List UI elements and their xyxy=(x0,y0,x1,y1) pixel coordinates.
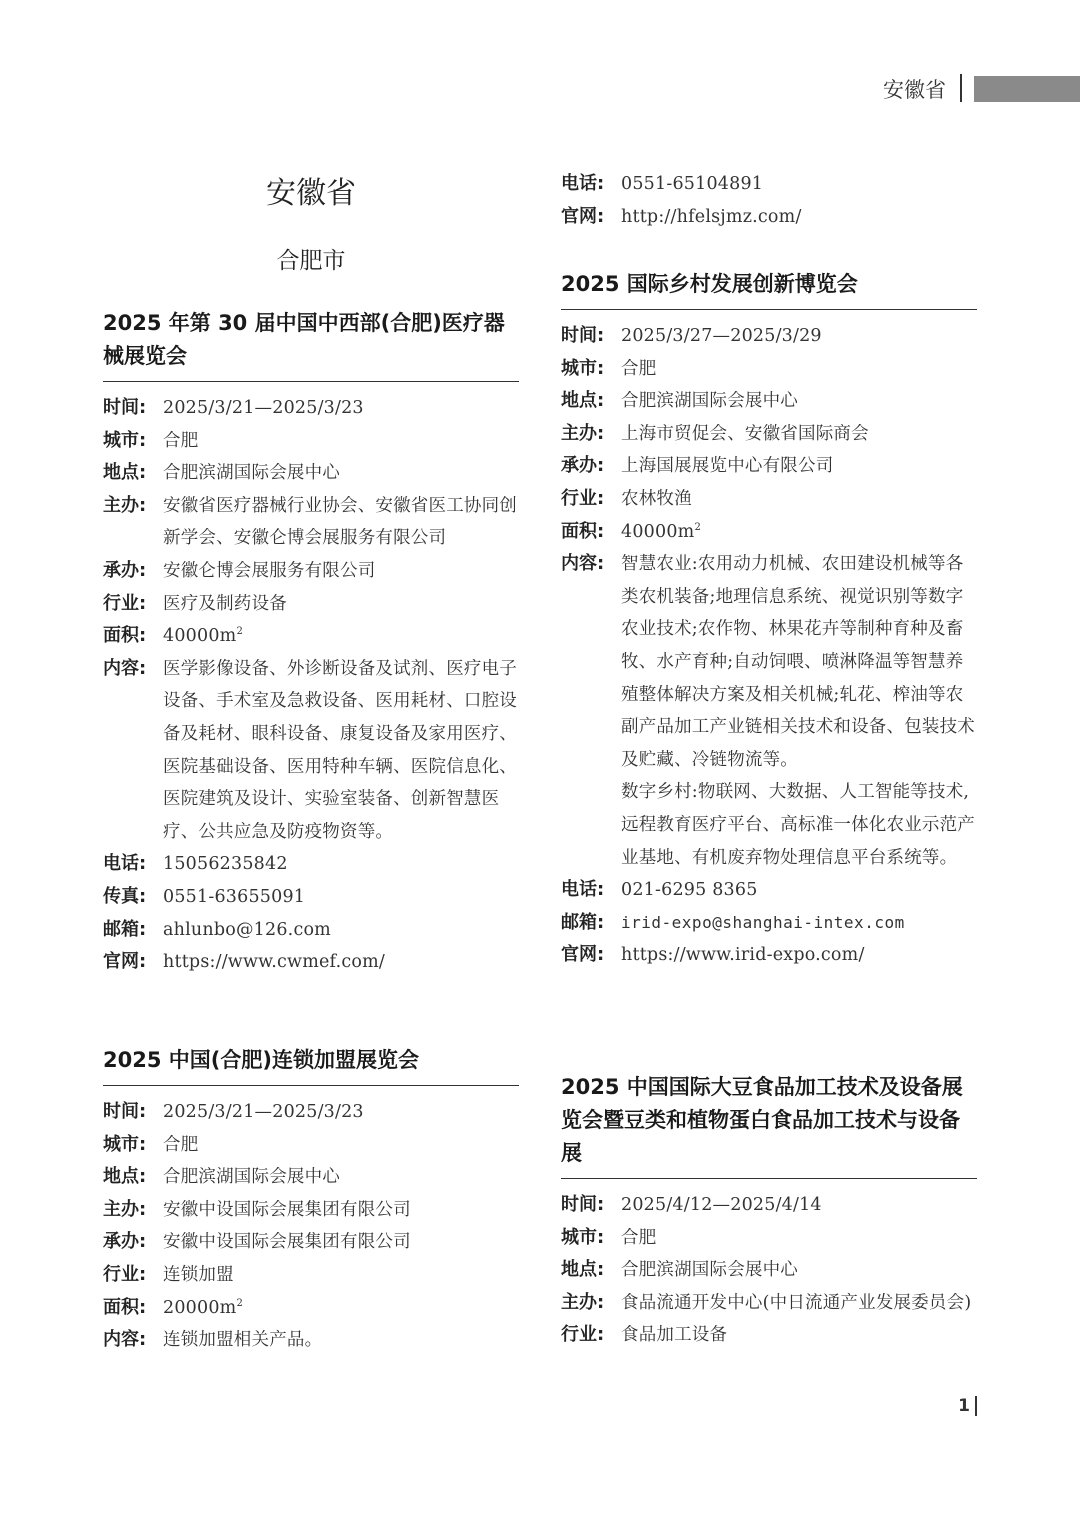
field-area: 面积: $40000m^2$ xyxy=(103,625,244,647)
exhibition-entry xyxy=(561,268,977,972)
field-industry: 行业: 医疗及制药设备 xyxy=(103,592,287,614)
field-content: 内容: 智慧农业:农用动力机械、农田建设机械等各类农机装备;地理信息系统、视觉识别等数字农业技术;农作物、林果花卉等制种育种及畜牧、水产育种;自动饲喂、喷淋降温等智慧养殖整体解决方案及相关机械;轧花、榨油等农副产品加工产业链相关技术和设备、包装技术及贮藏、冷链物流等。 数字乡村:物联网、大数据、人工智能等技术,远程教育医疗平台、高标准一体化农业示范产业基地、有机废弃物处理信息平台系统等。 xyxy=(561,553,975,868)
header-divider xyxy=(960,74,962,102)
province-title: 安徽省 xyxy=(266,176,356,211)
field-organizer: 承办: 安徽中设国际会展集团有限公司 xyxy=(103,1231,411,1253)
field-phone: 电话: 15056235842 xyxy=(103,853,288,875)
exhibition-title: 2025 中国国际大豆食品加工技术及设备展览会暨豆类和植物蛋白食品加工技术与设备展 xyxy=(561,1071,977,1179)
exhibition-entry xyxy=(103,307,519,979)
field-organizer: 承办: 安徽仑博会展服务有限公司 xyxy=(103,559,376,581)
field-host: 主办: 安徽中设国际会展集团有限公司 xyxy=(103,1198,411,1220)
exhibition-title: 2025 国际乡村发展创新博览会 xyxy=(561,268,977,310)
field-industry: 行业: 连锁加盟 xyxy=(103,1263,234,1285)
running-header-label: 安徽省 xyxy=(883,78,946,102)
field-time: 时间: 2025/4/12—2025/4/14 xyxy=(561,1194,822,1215)
field-content: 内容: 医学影像设备、外诊断设备及试剂、医疗电子设备、手术室及急救设备、医用耗材、口腔设备及耗材、眼科设备、康复设备及家用医疗、医院基础设备、医用特种车辆、医院信息化、医院建筑及设计、实验室装备、创新智慧医疗、公共应急及防疫物资等。 xyxy=(103,657,517,842)
field-venue: 地点: 合肥滨湖国际会展中心 xyxy=(103,1166,340,1188)
field-website: 官网: https://www.cwmef.com/ xyxy=(103,951,386,973)
exhibition-title: 2025 中国(合肥)连锁加盟展览会 xyxy=(103,1044,519,1086)
field-phone: 电话: 0551-65104891 xyxy=(561,173,764,194)
field-organizer: 承办: 上海国展展览中心有限公司 xyxy=(561,455,834,477)
field-host: 主办: 安徽省医疗器械行业协会、安徽省医工协同创新学会、安徽仑博会展服务有限公司 xyxy=(103,494,517,549)
field-email: 邮箱: ahlunbo@126.com xyxy=(103,918,331,940)
field-industry: 行业: 农林牧渔 xyxy=(561,487,692,509)
field-content: 内容: 连锁加盟相关产品。 xyxy=(103,1329,323,1351)
city-title: 合肥市 xyxy=(276,248,346,274)
exhibition-entry-continued xyxy=(561,168,977,233)
field-venue: 地点: 合肥滨湖国际会展中心 xyxy=(561,1259,798,1281)
field-city: 城市: 合肥 xyxy=(103,429,199,451)
field-host: 主办: 食品流通开发中心(中日流通产业发展委员会) xyxy=(561,1291,972,1313)
header-gray-bar xyxy=(974,76,1080,102)
field-city: 城市: 合肥 xyxy=(103,1133,199,1155)
field-email: 邮箱: irid-expo@shanghai-intex.com xyxy=(561,911,905,933)
exhibition-title: 2025 年第 30 届中国中西部(合肥)医疗器械展览会 xyxy=(103,307,519,382)
field-time: 时间: 2025/3/21—2025/3/23 xyxy=(103,1101,364,1122)
page-number-divider xyxy=(975,1396,977,1416)
field-phone: 电话: 021-6295 8365 xyxy=(561,879,758,901)
field-city: 城市: 合肥 xyxy=(561,357,657,379)
field-area: 面积: $20000m^2$ xyxy=(103,1296,244,1318)
field-time: 时间: 2025/3/21—2025/3/23 xyxy=(103,397,364,418)
field-website: 官网: http://hfelsjmz.com/ xyxy=(561,205,802,227)
field-time: 时间: 2025/3/27—2025/3/29 xyxy=(561,325,822,346)
field-fax: 传真: 0551-63655091 xyxy=(103,885,306,907)
page-number: 1 xyxy=(958,1396,970,1416)
field-venue: 地点: 合肥滨湖国际会展中心 xyxy=(561,390,798,412)
field-city: 城市: 合肥 xyxy=(561,1226,657,1248)
exhibition-entry xyxy=(103,1044,519,1357)
field-industry: 行业: 食品加工设备 xyxy=(561,1324,728,1346)
field-area: 面积: $40000m^2$ xyxy=(561,520,702,542)
field-venue: 地点: 合肥滨湖国际会展中心 xyxy=(103,462,340,484)
field-website: 官网: https://www.irid-expo.com/ xyxy=(561,944,865,966)
exhibition-entry xyxy=(561,1071,977,1352)
field-host: 主办: 上海市贸促会、安徽省国际商会 xyxy=(561,422,869,444)
